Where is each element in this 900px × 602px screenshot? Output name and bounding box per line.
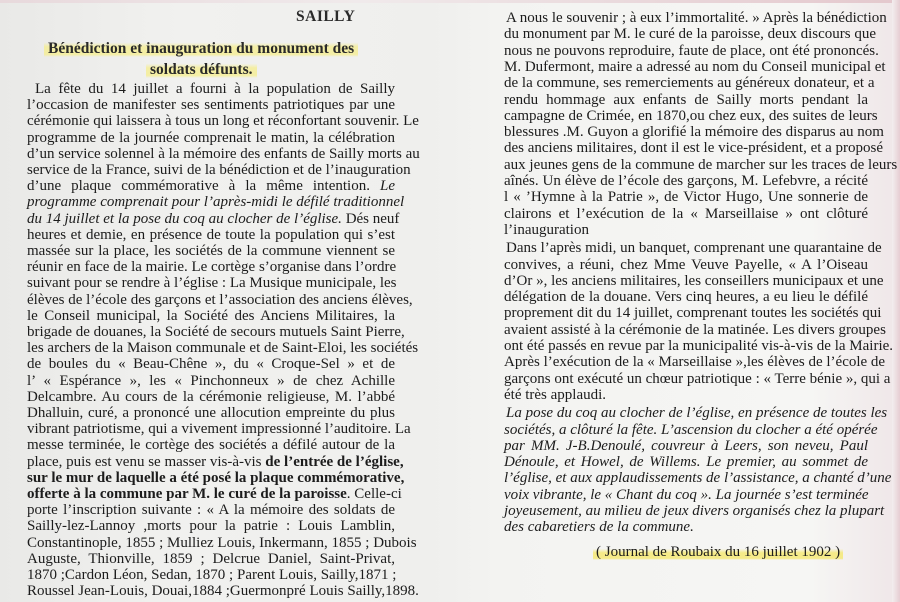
- citation-text: ( Journal de Roubaix du 16 juillet 1902 ): [593, 544, 843, 560]
- text-run: d’un service solennel à la mémoire des enfants de Sailly morts au: [27, 145, 420, 162]
- text-line: [504, 386, 868, 404]
- document-title: SAILLY: [296, 8, 356, 25]
- text-run: l’occasion de manifester ses sentiments patriotiques par une: [27, 97, 395, 114]
- text-line: [504, 123, 884, 141]
- text-run: M. Dufermont, maire a adressé au nom du Conseil municipal et: [504, 58, 886, 75]
- text-line: [504, 486, 868, 504]
- text-run: Après l’exécution de la « Marseillaise »,les élèves de l’école de: [504, 354, 886, 371]
- text-line: [504, 221, 868, 239]
- text-run: du 14 juillet et la pose du coq au clocher de l’église.: [27, 210, 342, 227]
- text-run: A nous le souvenir ; à eux l’immortalité. » Après la bénédiction: [506, 10, 887, 26]
- text-line: [504, 42, 879, 60]
- text-line: [504, 469, 892, 487]
- article-heading-line-2: [146, 61, 257, 79]
- text-run: des cabaretiers de la commune.: [504, 519, 694, 536]
- text-run: cérémonie qui laissera à tous un long et réconfortant souvenir. Le: [27, 113, 419, 130]
- text-line: [504, 139, 884, 157]
- text-run: de la commune, ses remerciements au généreux donateur, et a: [504, 75, 875, 92]
- text-run: place, puis est venu se masser vis-à-vis: [27, 453, 262, 470]
- text-run: l « ’Hymne à la Patrie », de Victor Hugo, Une sonnerie de: [504, 189, 868, 206]
- text-line: [504, 205, 868, 223]
- text-line: [504, 272, 884, 290]
- text-line: [504, 337, 894, 355]
- text-run: d’une plaque commémorative à la même intention.: [27, 178, 370, 195]
- text-run: rendu hommage aux enfants de Sailly morts pendant la: [504, 91, 868, 108]
- text-run: garçons ont exécuté un chœur patriotique : « Terre bénie », qui a: [504, 370, 891, 387]
- text-run: Auguste, Thionville, 1859 ; Delcrue Daniel, Saint-Privat,: [27, 550, 395, 567]
- text-run: sur le mur de laquelle a été posé la plaque commémorative,: [27, 469, 405, 486]
- text-line: [506, 9, 887, 27]
- text-run: des anciens militaires, dont il est le vice-président, et a proposé: [504, 140, 884, 157]
- text-line: [506, 239, 882, 257]
- text-run: brigade de douanes, la Société de secours mutuels Saint Pierre,: [27, 324, 405, 340]
- citation: [593, 544, 843, 561]
- article-heading-text-2: soldats défunts.: [146, 61, 257, 78]
- text-run: du monument par M. le curé de la paroisse, deux discours que: [504, 26, 876, 43]
- text-run: service de la France, suivi de la bénédiction et de l’inauguration: [27, 162, 411, 178]
- text-line: [504, 91, 868, 109]
- text-run: La pose du coq au clocher de l’église, en présence de toutes les: [506, 405, 888, 422]
- text-line: [504, 25, 876, 43]
- text-run: les archers de la Maison communale et de Saint-Eloi, les sociétés: [27, 340, 419, 357]
- page-top-edge: [0, 0, 900, 3]
- text-line: [504, 188, 868, 206]
- text-line: [27, 582, 419, 600]
- text-run: délégation de la douane. Vers cinq heures, a eu lieu le défilé: [504, 289, 868, 306]
- text-run: l’inauguration: [504, 221, 589, 238]
- text-line: [504, 370, 891, 388]
- text-run: nous ne pouvons reproduire, faute de place, ont été prononcés.: [504, 42, 879, 59]
- text-run: messe terminée, le cortège des sociétés a défilé autour de la: [27, 437, 395, 454]
- text-line: [504, 421, 878, 439]
- text-run: Dans l’après midi, un banquet, comprenant une quarantaine de: [506, 240, 882, 257]
- text-run: suivant pour se rendre à l’église : La Musique municipale, les: [27, 275, 397, 292]
- text-run: Dénoule, et Howel, de Willems. Le premier, au sommet de: [504, 454, 868, 471]
- text-line: [504, 74, 875, 92]
- text-run: porte l’inscription suivante : « A la mémoire des soldats de: [27, 502, 395, 519]
- text-run: aux jeunes gens de la commune de marcher sur les traces de leurs: [504, 156, 898, 173]
- text-run: programme comprenait pour l’après-midi le défilé traditionnel: [27, 194, 405, 211]
- text-run: sociétés, a clôturé la fête. L’ascension du clocher a été opérée: [504, 421, 878, 438]
- text-run: Le: [369, 178, 396, 195]
- text-run: l’église, et aux applaudissements de l’assistance, a chanté d’une: [504, 470, 892, 487]
- text-run: d’Or », les anciens militaires, les conseillers municipaux et une: [504, 272, 884, 289]
- text-run: clairons et l’exécution de la « Marseillaise » ont clôturé: [504, 205, 868, 222]
- text-run: proprement dit du 14 juillet, comprenant toutes les sociétés qui: [504, 305, 882, 322]
- text-run: vibrant patriotisme, qui a vivement impressionné l’auditoire. La: [27, 421, 411, 438]
- text-line: [504, 58, 886, 76]
- text-run: voix vibrante, le « Chant du coq ». La journée s’est terminée: [504, 486, 869, 503]
- text-line: [504, 437, 868, 455]
- text-run: convives, a réuni, chez Mme Veuve Payelle, « A l’Oiseau: [504, 256, 868, 273]
- text-run: Roussel Jean-Louis, Douai,1884 ;Guermonpré Louis Sailly,1898.: [27, 583, 419, 600]
- text-run: de boules du « Beau-Chêne », du « Croque-Sel » et de: [27, 356, 395, 373]
- text-line: [506, 404, 888, 422]
- text-run: l’ « Espérance », les « Pinchonneux » de chez Achille: [27, 372, 395, 389]
- text-run: 1870 ;Cardon Léon, Sedan, 1870 ; Parent Louis, Sailly,1871 ;: [27, 567, 397, 583]
- text-run: avaient assisté à la cérémonie de la matinée. Les divers groupes: [504, 321, 886, 338]
- text-line: [504, 304, 882, 322]
- text-run: Constantinople, 1855 ; Mulliez Louis, Inkermann, 1855 ; Dubois: [27, 534, 417, 551]
- text-run: aînés. Un élève de l’école des garçons, M. Lefebvre, a récité: [504, 173, 868, 189]
- text-run: été très applaudi.: [504, 386, 607, 403]
- text-run: La fête du 14 juillet a fourni à la population de Sailly: [35, 81, 395, 97]
- text-run: ont été passés en revue par la municipalité vis-à-vis de la Mairie.: [504, 338, 894, 354]
- text-run: le Conseil municipal, la Société des Anciens Militaires, la: [27, 307, 395, 324]
- text-run: campagne de Crimée, en 1870,ou chez eux, des suites de leurs: [504, 107, 878, 124]
- article-heading-text-1: Bénédiction et inauguration du monument des: [44, 40, 358, 57]
- text-run: offerte à la commune par M. le curé de la paroisse: [27, 486, 347, 502]
- text-line: [504, 453, 868, 471]
- text-line: [504, 288, 868, 306]
- text-run: élèves de l’école des garçons et l’association des anciens élèves,: [27, 291, 413, 308]
- page-right-edge: [892, 0, 900, 602]
- text-line: [504, 107, 878, 125]
- text-run: Delcambre. Au cours de la cérémonie religieuse, M. l’abbé: [27, 388, 395, 405]
- text-run: massée sur la place, les sociétés de la commune viennent se: [27, 243, 395, 259]
- text-line: [504, 156, 898, 174]
- text-run: Dés neuf: [341, 210, 400, 227]
- text-line: [504, 502, 885, 520]
- text-line: [504, 518, 868, 536]
- text-run: heures et demie, en présence de toute la population qui s’est: [27, 226, 395, 243]
- text-line: [504, 256, 868, 274]
- text-run: programme de la journée comprenait le matin, la célébration: [27, 129, 395, 146]
- article-heading-line-1: [44, 40, 358, 58]
- text-run: Sailly-lez-Lannoy ,morts pour la patrie : Louis Lamblin,: [27, 518, 395, 535]
- text-line: [504, 172, 868, 190]
- text-line: [504, 353, 886, 371]
- text-run: par MM. J-B.Denoulé, couvreur à Leers, son neveu, Paul: [504, 437, 868, 454]
- text-line: [504, 321, 886, 339]
- text-run: blessures .M. Guyon a glorifié la mémoire des disparus au nom: [504, 124, 884, 141]
- text-run: . Celle-ci: [346, 486, 402, 502]
- text-run: réunir en face de la mairie. Le cortège s’organise dans l’ordre: [27, 259, 397, 276]
- text-run: joyeusement, au milieu de jeux divers organisés chez la plupart: [504, 503, 885, 519]
- text-run: Dhalluin, curé, a prononcé une allocution empreinte du plus: [27, 405, 395, 421]
- text-run: de l’entrée de l’église,: [261, 453, 404, 470]
